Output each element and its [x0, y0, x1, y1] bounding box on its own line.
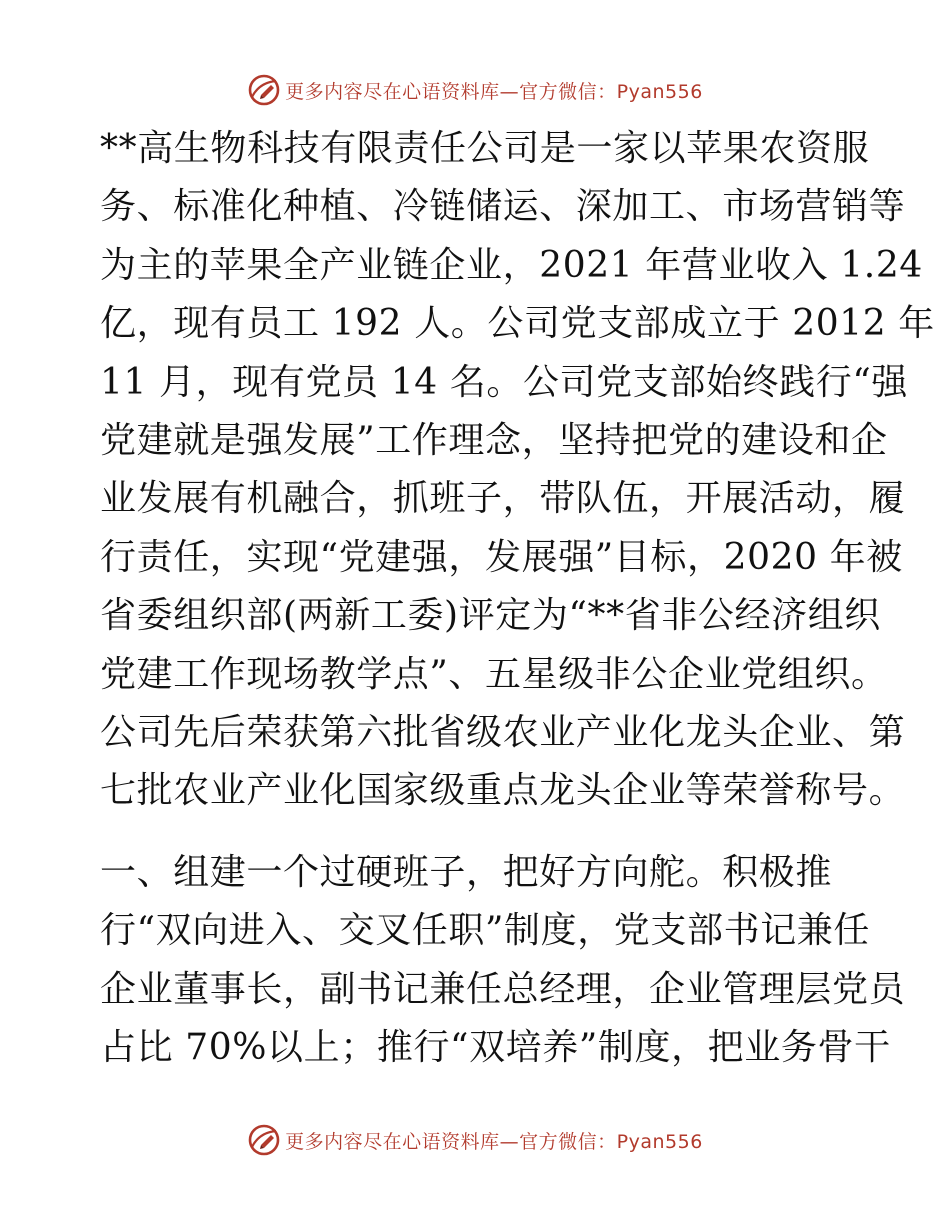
- text-line: 省委组织部(两新工委)评定为“**省非公经济组织: [100, 595, 881, 637]
- footer-banner: [0, 1118, 950, 1162]
- text-line: 11 月，现有党员 14 名。公司党支部始终践行“强: [100, 361, 908, 403]
- pen-circle-logo-icon: [247, 73, 281, 107]
- footer-banner-text: 更多内容尽在心语资料库—官方微信：Pyan556: [285, 1130, 703, 1153]
- section-heading-line: 一、组建一个过硬班子，把好方向舵。积极推: [100, 851, 833, 893]
- text-line: 七批农业产业化国家级重点龙头企业等荣誉称号。: [100, 770, 906, 812]
- text-line: 占比 70%以上；推行“双培养”制度，把业务骨干: [100, 1027, 891, 1069]
- text-line: 党建工作现场教学点”、五星级非公企业党组织。: [100, 653, 888, 695]
- text-line: 业发展有机融合，抓班子，带队伍，开展活动，履: [100, 478, 906, 520]
- text-line: 企业董事长，副书记兼任总经理，企业管理层党员: [100, 968, 906, 1010]
- pen-circle-logo-icon: [247, 1123, 281, 1157]
- text-line: 公司先后荣获第六批省级农业产业化龙头企业、第: [100, 712, 906, 754]
- text-line: 行“双向进入、交叉任职”制度，党支部书记兼任: [100, 910, 871, 952]
- paragraph-section-one: [100, 844, 906, 1078]
- text-line: 务、标准化种植、冷链储运、深加工、市场营销等: [100, 186, 906, 228]
- text-line: 行责任，实现“党建强，发展强”目标，2020 年被: [100, 536, 903, 578]
- text-line: 党建就是强发展”工作理念，坚持把党的建设和企: [100, 420, 888, 462]
- document-body: [100, 120, 935, 1078]
- text-line: **高生物科技有限责任公司是一家以苹果农资服: [100, 128, 870, 169]
- header-banner: [0, 68, 950, 112]
- text-line: 亿，现有员工 192 人。公司党支部成立于 2012 年: [100, 303, 935, 345]
- text-line: 为主的苹果全产业链企业，2021 年营业收入 1.24: [100, 244, 923, 286]
- paragraph-company-intro: [100, 120, 935, 821]
- header-banner-text: 更多内容尽在心语资料库—官方微信：Pyan556: [285, 80, 703, 103]
